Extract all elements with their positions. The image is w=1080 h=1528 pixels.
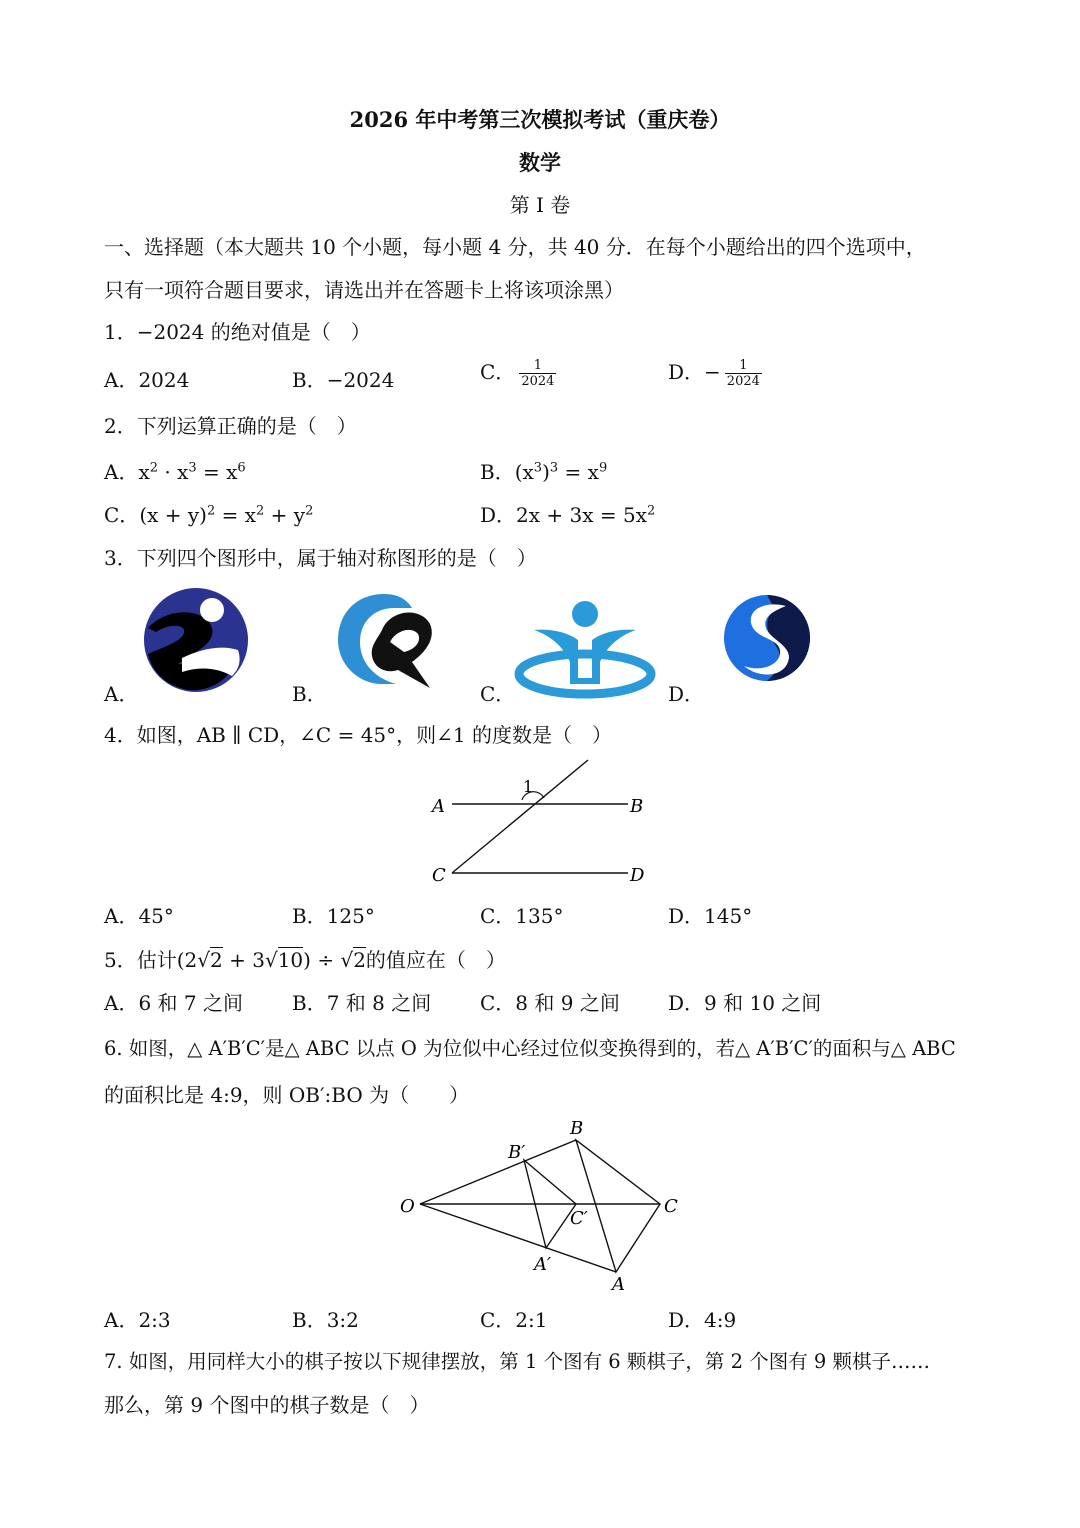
label-o: O: [400, 1196, 415, 1217]
q2-stem: 2．下列运算正确的是（ ）: [104, 414, 357, 438]
q2-option-b-exp1: 3: [533, 460, 543, 476]
q2-option-b-exp2: 3: [549, 460, 559, 476]
q7-stem-line2: 那么，第 9 个图中的棋子数是（ ）: [104, 1393, 430, 1417]
triangle-abc: [576, 1140, 660, 1272]
q1-option-b[interactable]: B．−2024: [292, 368, 395, 392]
q5-radicand-2: 10: [277, 948, 304, 972]
label-b: B: [570, 1118, 584, 1139]
logo-a-dot: [200, 598, 224, 622]
subject-title: 数学: [519, 150, 561, 175]
sqrt-icon: √: [340, 948, 354, 972]
sqrt-icon: √: [197, 948, 211, 972]
q2-option-d-prefix: D．: [480, 503, 517, 527]
q1-option-c-prefix: C．: [480, 360, 516, 384]
label-a: A: [612, 1274, 625, 1295]
label-angle-1: 1: [523, 777, 534, 796]
q1-option-c-denominator: 2024: [521, 374, 555, 389]
label-b: B: [630, 796, 644, 817]
q4-option-b[interactable]: B．125°: [292, 904, 375, 928]
q2-option-c-exp2: 2: [256, 503, 265, 519]
section-instruction-line1: 一、选择题（本大题共 10 个小题，每小题 4 分，共 40 分．在每个小题给出的四个选项中，: [104, 235, 926, 259]
label-d: D: [630, 865, 645, 886]
q1-option-a[interactable]: A．2024: [104, 368, 190, 392]
q3-logo-b[interactable]: [334, 590, 434, 690]
q2-option-c-exp3: 2: [305, 503, 314, 519]
q6-option-a[interactable]: A．2:3: [104, 1308, 171, 1332]
q5-stem: [104, 944, 506, 973]
q2-option-c-base: (x + y): [139, 503, 207, 527]
q6-stem-line2: 的面积比是 4:9，则 OB′:BO 为（ ）: [104, 1083, 470, 1107]
q5-option-c[interactable]: C．8 和 9 之间: [480, 991, 620, 1015]
q3-stem: 3．下列四个图形中，属于轴对称图形的是（ ）: [104, 546, 537, 570]
q1-option-c-fraction: [519, 358, 556, 389]
q2-option-a-prefix: A．: [104, 460, 139, 484]
q2-option-b-eq: = x: [558, 460, 599, 484]
q6-stem-line1: 6. 如图，△ A′B′C′是△ ABC 以点 O 为位似中心经过位似变换得到的，若△ A′B′C′的面积与△ ABC: [104, 1037, 956, 1060]
q1-option-d-numerator: 1: [725, 358, 762, 374]
q6-option-c[interactable]: C．2:1: [480, 1308, 548, 1332]
q2-option-a-mid: · x: [158, 460, 189, 484]
q1-option-d-denominator: 2024: [726, 374, 760, 389]
q1-option-d-prefix: D．−: [668, 360, 721, 384]
q1-stem: 1．−2024 的绝对值是（ ）: [104, 320, 371, 344]
logo-c-ring: [519, 654, 651, 694]
q4-option-a[interactable]: A．45°: [104, 904, 174, 928]
q2-option-a-exp3: 6: [237, 460, 246, 476]
q3-option-c-label[interactable]: C．: [480, 682, 516, 706]
label-c-prime: C′: [570, 1208, 588, 1229]
label-a-prime: A′: [534, 1254, 552, 1275]
q2-option-a-exp1: 2: [149, 460, 159, 476]
q5-stem-post: 的值应在（ ）: [365, 948, 506, 972]
q1-option-d[interactable]: [668, 356, 762, 389]
q1-option-c-numerator: 1: [519, 358, 556, 374]
q6-option-b[interactable]: B．3:2: [292, 1308, 359, 1332]
transversal: [452, 760, 588, 873]
q2-option-d-exp: 2: [647, 503, 656, 519]
q7-stem-line1: 7. 如图，用同样大小的棋子按以下规律摆放，第 1 个图有 6 颗棋子，第 2 个图有 9 颗棋子……: [104, 1350, 931, 1373]
label-c: C: [432, 865, 446, 886]
q4-figure: [424, 756, 654, 886]
q1-option-d-fraction: [725, 358, 762, 389]
q3-option-b-label[interactable]: B．: [292, 682, 327, 706]
q5-plus: + 3: [222, 948, 265, 972]
q5-option-a[interactable]: A．6 和 7 之间: [104, 991, 243, 1015]
q2-option-a[interactable]: [104, 456, 246, 485]
q2-option-d-expr: 2x + 3x = 5x: [516, 503, 648, 527]
q2-option-d[interactable]: [480, 499, 655, 528]
q2-option-c-plus: + y: [264, 503, 306, 527]
part-title: 第 I 卷: [509, 193, 571, 217]
q2-option-c-exp1: 2: [206, 503, 216, 519]
q3-logo-d[interactable]: [722, 594, 812, 682]
q2-option-b-prefix: B．: [480, 460, 515, 484]
q1-option-c[interactable]: [480, 356, 556, 389]
q2-option-c[interactable]: [104, 499, 313, 528]
q2-option-a-x: x: [138, 460, 150, 484]
exam-title: 2026 年中考第三次模拟考试（重庆卷）: [349, 107, 731, 132]
q6-figure: [396, 1116, 686, 1296]
q5-option-b[interactable]: B．7 和 8 之间: [292, 991, 432, 1015]
section-instruction-line2: 只有一项符合题目要求，请选出并在答题卡上将该项涂黑）: [104, 278, 624, 302]
q2-option-a-exp2: 3: [188, 460, 197, 476]
label-a: A: [432, 796, 445, 817]
label-c: C: [664, 1196, 678, 1217]
q5-radicand-3: 2: [353, 948, 366, 972]
q5-stem-pre: 5．估计(2: [104, 948, 198, 972]
q2-option-a-eq: = x: [196, 460, 238, 484]
q2-option-b-base: (x: [514, 460, 534, 484]
q3-logo-c[interactable]: [514, 600, 656, 700]
q2-option-b-exp3: 9: [598, 460, 608, 476]
q4-stem: 4．如图，AB ∥ CD，∠C = 45°，则∠1 的度数是（ ）: [104, 723, 612, 747]
q3-logo-a[interactable]: [142, 588, 250, 692]
label-b-prime: B′: [508, 1142, 526, 1163]
q2-option-b-close: ): [542, 460, 550, 484]
q4-option-c[interactable]: C．135°: [480, 904, 564, 928]
q5-option-d[interactable]: D．9 和 10 之间: [668, 991, 822, 1015]
q2-option-c-eq: = x: [215, 503, 257, 527]
logo-c-head: [572, 601, 598, 627]
q4-option-d[interactable]: D．145°: [668, 904, 753, 928]
q3-option-d-label[interactable]: D．: [668, 682, 705, 706]
q3-option-a-label[interactable]: A．: [104, 682, 139, 706]
q2-option-c-prefix: C．: [104, 503, 140, 527]
q2-option-b[interactable]: [480, 456, 607, 485]
line-ob: [420, 1140, 576, 1204]
sqrt-icon: √: [264, 948, 278, 972]
q6-option-d[interactable]: D．4:9: [668, 1308, 737, 1332]
q5-div: ) ÷: [303, 948, 341, 972]
q5-radicand-1: 2: [210, 948, 223, 972]
